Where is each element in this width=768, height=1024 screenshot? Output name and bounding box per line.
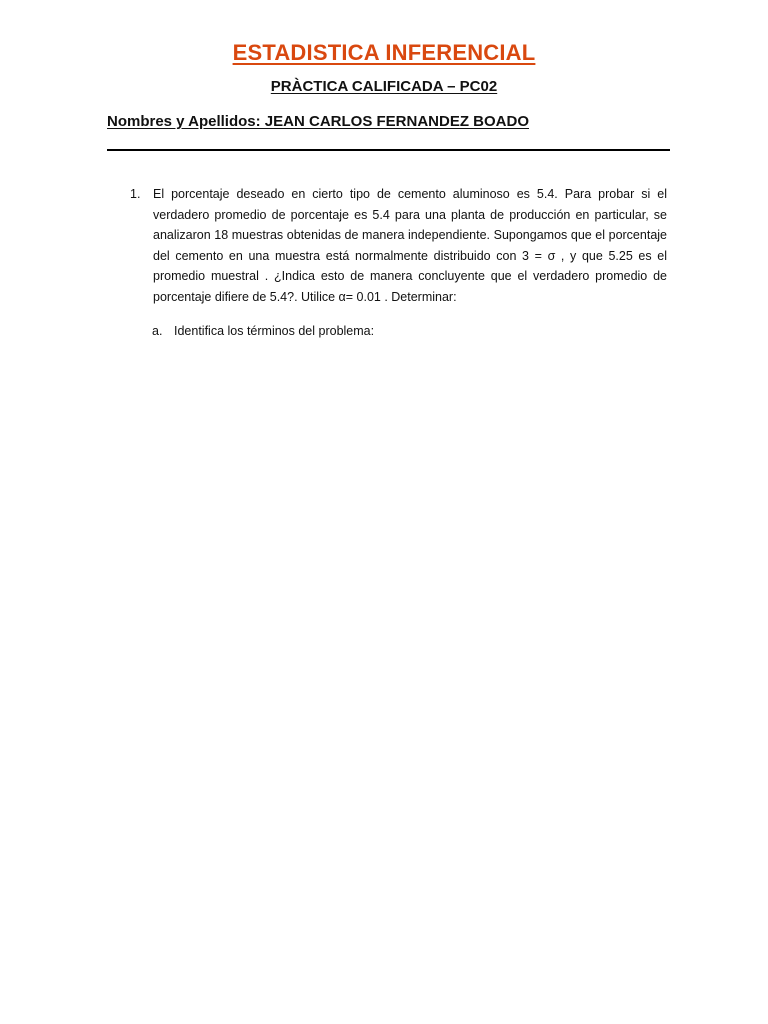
document-subtitle: PRÀCTICA CALIFICADA – PC02 [270,78,498,95]
subquestion-a [152,321,374,341]
question-line: verdadero promedio de porcentaje es 5.4 para una planta de producción en particular, se [153,207,667,222]
question-line: promedio muestral . ¿Indica esto de manera concluyente que el verdadero promedio de [153,269,667,284]
question-line: analizaron 18 muestras obtenidas de manera independiente. Supongamos que el porcentaje [153,228,667,243]
question-number: 1. [130,187,141,201]
question-line: del cemento en una muestra está normalmente distribuido con 3 = σ , y que 5.25 es el [153,248,667,263]
student-name: Nombres y Apellidos: JEAN CARLOS FERNANDEZ BOADO [107,113,529,130]
question-1 [130,184,667,308]
subquestion-letter: a. [152,324,163,338]
question-line: El porcentaje deseado en cierto tipo de cemento aluminoso es 5.4. Para probar si el [153,187,667,201]
subquestion-text: Identifica los términos del problema: [174,324,375,338]
question-line: porcentaje difiere de 5.4?. Utilice α= 0.01 . Determinar: [153,289,457,304]
question-text [153,184,667,308]
horizontal-divider [107,149,670,151]
document-title: ESTADISTICA INFERENCIAL [232,40,536,65]
